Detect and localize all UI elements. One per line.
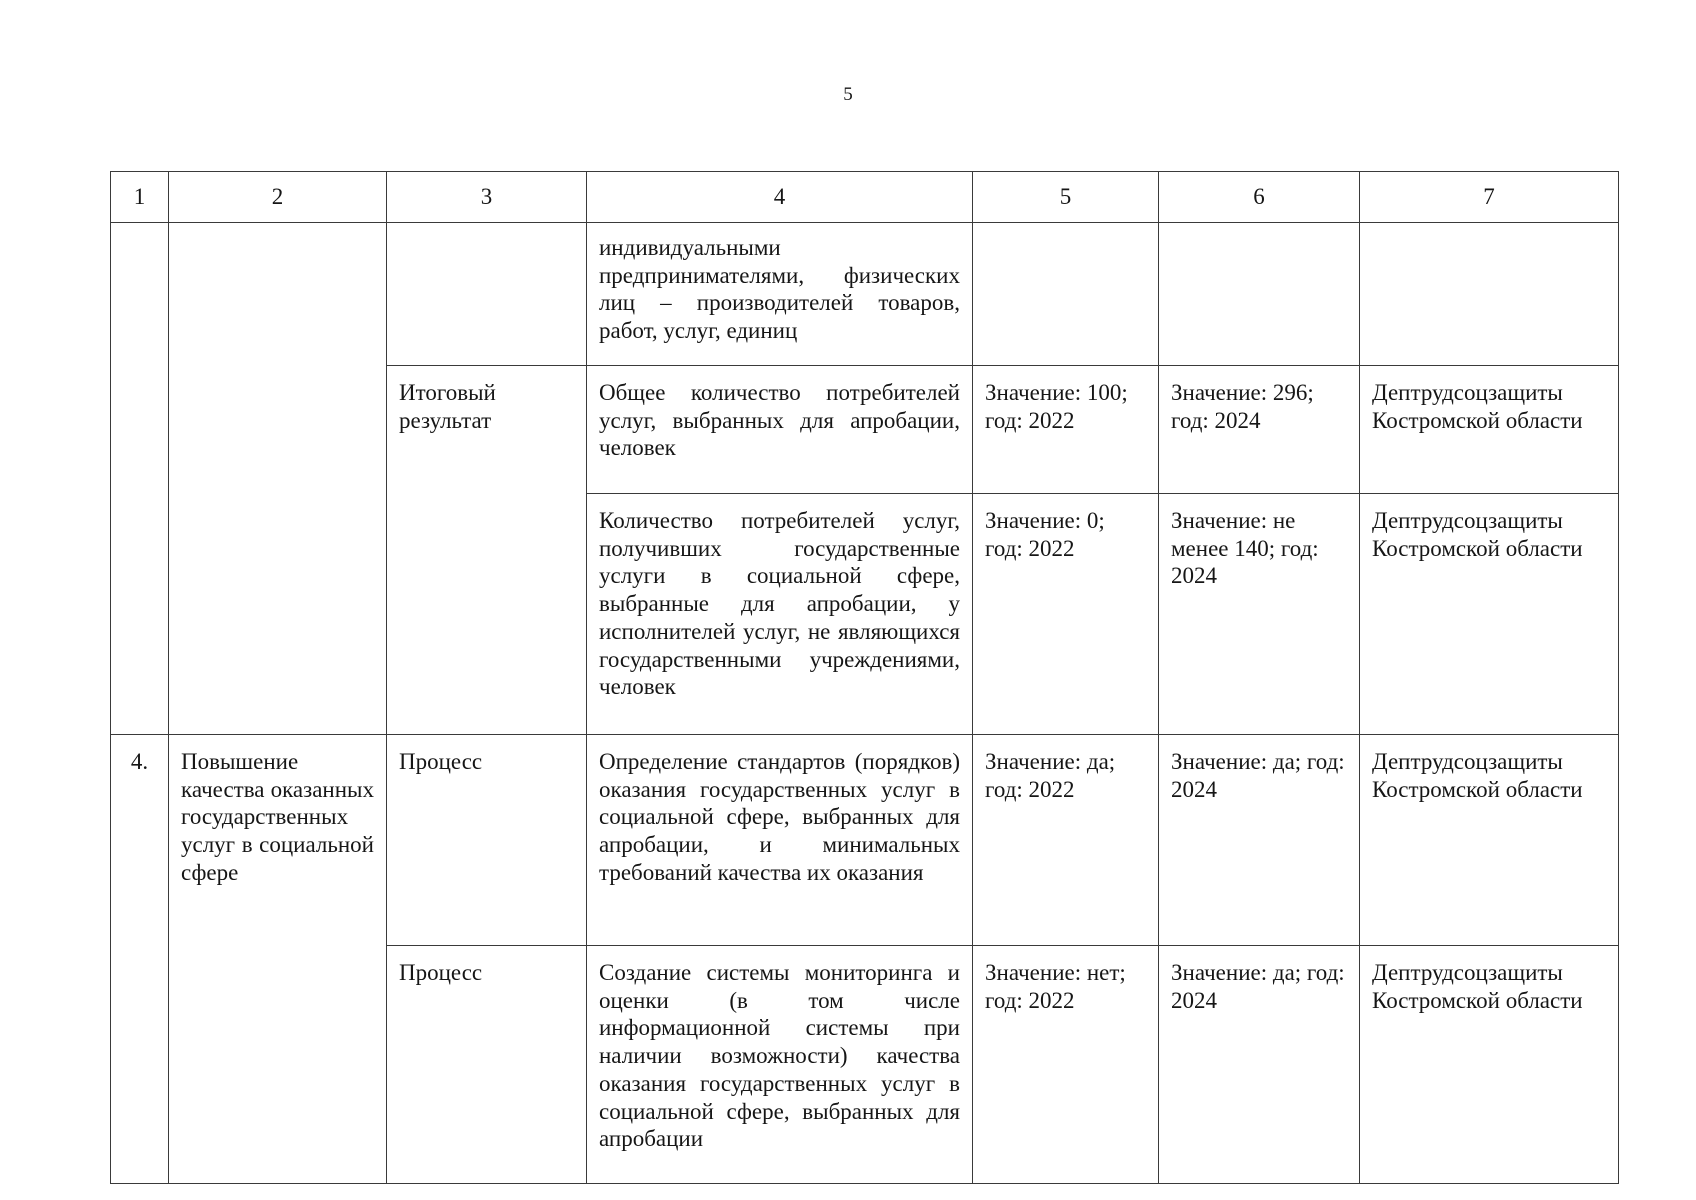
- task-cell: [169, 223, 387, 735]
- table-row: [111, 223, 1619, 366]
- base-value-cell: Значение: нет; год: 2022: [973, 946, 1159, 1184]
- header-cell-2: 2: [169, 172, 387, 223]
- header-cell-3: 3: [387, 172, 587, 223]
- result-type-cell: Процесс: [387, 946, 587, 1184]
- row-number-cell: [111, 223, 169, 735]
- header-cell-5: 5: [973, 172, 1159, 223]
- header-cell-1: 1: [111, 172, 169, 223]
- row-number-cell: 4.: [111, 735, 169, 1184]
- page-number: 5: [843, 84, 853, 105]
- header-cell-7: 7: [1360, 172, 1619, 223]
- responsible-cell: Дептрудсоцзащиты Костромской области: [1360, 366, 1619, 494]
- header-cell-4: 4: [587, 172, 973, 223]
- table-row: [111, 735, 1619, 946]
- result-type-cell: [387, 223, 587, 366]
- indicator-cell: индивидуальными предпринимателями, физических лиц – производителей товаров, работ, услуг, единиц: [587, 223, 973, 366]
- result-type-cell: Процесс: [387, 735, 587, 946]
- task-cell: Повышение качества оказанных государственных услуг в социальной сфере: [169, 735, 387, 1184]
- indicator-cell: Общее количество потребителей услуг, выбранных для апробации, человек: [587, 366, 973, 494]
- responsible-cell: Дептрудсоцзащиты Костромской области: [1360, 735, 1619, 946]
- target-value-cell: Значение: да; год: 2024: [1159, 946, 1360, 1184]
- indicators-table: [110, 171, 1619, 1184]
- result-type-cell: Итоговый результат: [387, 366, 587, 735]
- indicator-cell: Определение стандартов (порядков) оказания государственных услуг в социальной сфере, выбранных для апробации, и минимальных требований качества их оказания: [587, 735, 973, 946]
- base-value-cell: Значение: 100; год: 2022: [973, 366, 1159, 494]
- target-value-cell: Значение: да; год: 2024: [1159, 735, 1360, 946]
- responsible-cell: Дептрудсоцзащиты Костромской области: [1360, 946, 1619, 1184]
- target-value-cell: Значение: не менее 140; год: 2024: [1159, 494, 1360, 735]
- base-value-cell: [973, 223, 1159, 366]
- target-value-cell: Значение: 296; год: 2024: [1159, 366, 1360, 494]
- responsible-cell: Дептрудсоцзащиты Костромской области: [1360, 494, 1619, 735]
- indicator-cell: Количество потребителей услуг, получивших государственные услуги в социальной сфере, выбранные для апробации, у исполнителей услуг, не являющихся государственными учреждениями, человек: [587, 494, 973, 735]
- header-cell-6: 6: [1159, 172, 1360, 223]
- indicator-cell: Создание системы мониторинга и оценки (в том числе информационной системы при наличии возможности) качества оказания государственных услуг в социальной сфере, выбранных для апробации: [587, 946, 973, 1184]
- responsible-cell: [1360, 223, 1619, 366]
- table-header-row: [111, 172, 1619, 223]
- base-value-cell: Значение: да; год: 2022: [973, 735, 1159, 946]
- base-value-cell: Значение: 0; год: 2022: [973, 494, 1159, 735]
- target-value-cell: [1159, 223, 1360, 366]
